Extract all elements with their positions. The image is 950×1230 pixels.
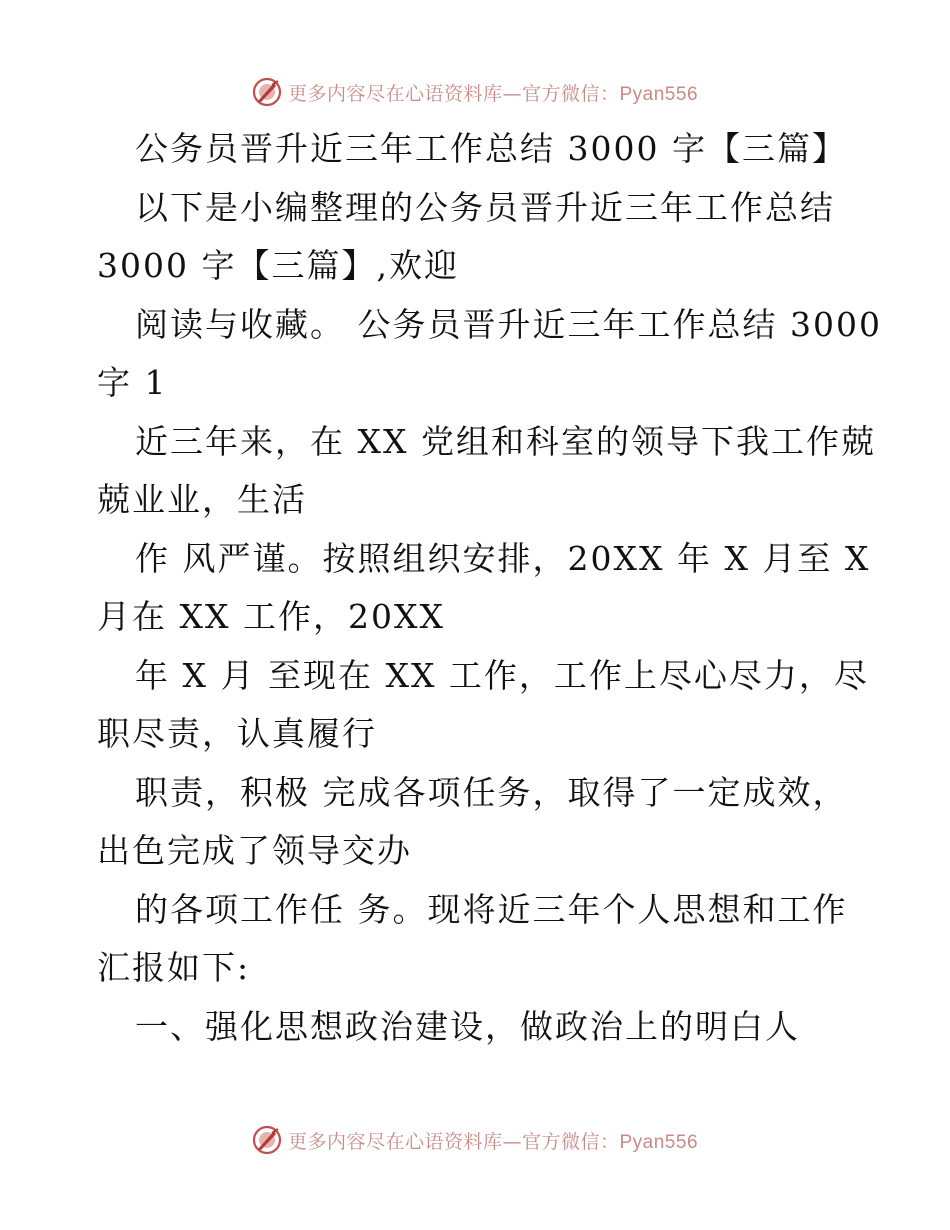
text-line: 职尽责，认真履行	[97, 714, 377, 753]
text-line: 兢业业，生活	[97, 480, 307, 519]
text-line: 作 风严谨。按照组织安排，20XX 年 X 月至 X	[135, 538, 871, 578]
text-line: 阅读与收藏。 公务员晋升近三年工作总结 3000	[135, 304, 882, 344]
wechat-id: Pyan556	[619, 1131, 699, 1153]
watermark-text: 更多内容尽在心语资料库—官方微信：Pyan556	[287, 1130, 699, 1153]
header-watermark	[0, 72, 950, 112]
document-body	[97, 120, 882, 1056]
quill-seal-icon	[252, 1125, 282, 1155]
wechat-id: Pyan556	[619, 83, 699, 105]
text-line: 字 1	[97, 363, 168, 402]
text-line: 近三年来，在 XX 党组和科室的领导下我工作兢	[135, 421, 876, 461]
text-line: 月在 XX 工作，20XX	[97, 597, 445, 636]
text-line: 职责，积极 完成各项任务，取得了一定成效，	[135, 772, 848, 812]
quill-seal-icon	[252, 77, 282, 107]
text-line: 出色完成了领导交办	[97, 831, 412, 870]
text-line: 汇报如下:	[97, 948, 251, 987]
text-line: 的各项工作任 务。现将近三年个人思想和工作	[135, 889, 848, 929]
text-line: 以下是小编整理的公务员晋升近三年工作总结	[135, 187, 835, 227]
text-line: 3000 字【三篇】,欢迎	[97, 246, 459, 285]
text-line: 公务员晋升近三年工作总结 3000 字【三篇】	[135, 129, 847, 168]
footer-watermark	[0, 1120, 950, 1160]
watermark-text: 更多内容尽在心语资料库—官方微信：Pyan556	[287, 82, 699, 105]
text-line: 年 X 月 至现在 XX 工作，工作上尽心尽力，尽	[135, 655, 869, 695]
text-line: 一、强化思想政治建设，做政治上的明白人	[135, 1006, 800, 1046]
